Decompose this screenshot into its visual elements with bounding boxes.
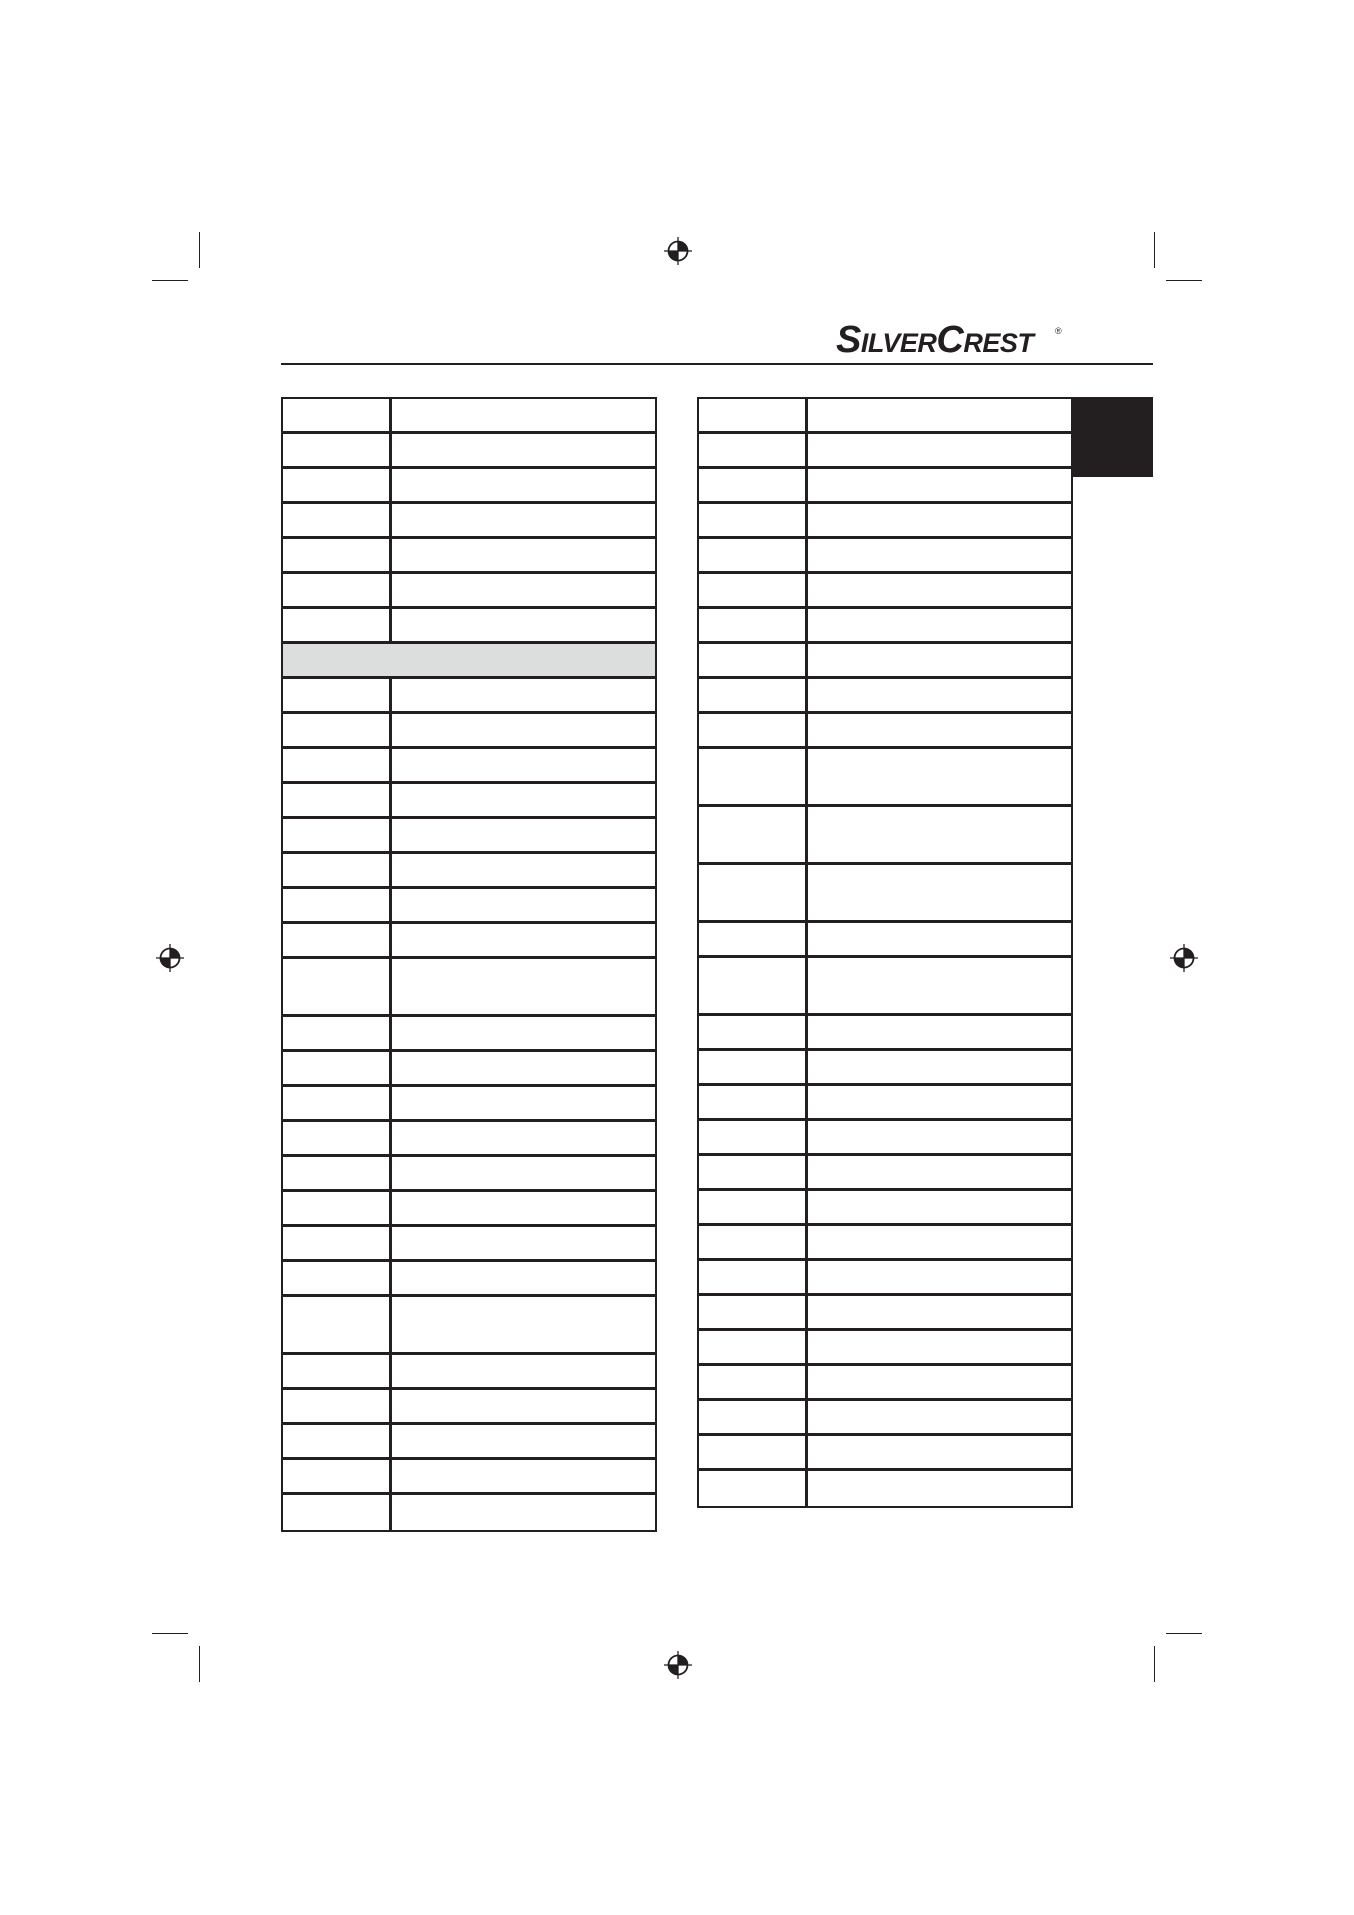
table-cell-key bbox=[283, 1122, 392, 1154]
table-row bbox=[283, 574, 655, 609]
table-cell-key bbox=[699, 1086, 808, 1118]
table-cell-value bbox=[392, 1157, 655, 1189]
table-cell-value bbox=[392, 1122, 655, 1154]
table-row bbox=[699, 1086, 1071, 1121]
table-cell-value bbox=[392, 1227, 655, 1259]
table-cell-key bbox=[283, 854, 392, 886]
crop-mark-top-left-horizontal bbox=[152, 280, 188, 281]
table-row bbox=[283, 469, 655, 504]
left-table bbox=[281, 397, 657, 1532]
table-cell-key bbox=[699, 1331, 808, 1363]
table-cell-value bbox=[392, 434, 655, 466]
table-row bbox=[283, 1262, 655, 1297]
table-row bbox=[283, 504, 655, 539]
svg-text:SILVERCREST: SILVERCREST bbox=[836, 319, 1034, 361]
table-row bbox=[699, 1191, 1071, 1226]
table-cell-value bbox=[392, 399, 655, 431]
table-cell-key bbox=[283, 574, 392, 606]
table-cell-value bbox=[392, 1355, 655, 1387]
table-cell-value bbox=[808, 1156, 1071, 1188]
table-cell-key bbox=[699, 923, 808, 955]
table-cell-value bbox=[392, 1390, 655, 1422]
table-cell-key bbox=[283, 784, 392, 816]
crop-mark-bottom-right-vertical bbox=[1154, 1646, 1155, 1682]
table-row bbox=[699, 469, 1071, 504]
table-row bbox=[699, 865, 1071, 923]
table-row bbox=[283, 539, 655, 574]
table-cell-key bbox=[699, 1191, 808, 1223]
table-cell-value bbox=[392, 749, 655, 781]
registration-mark-top bbox=[663, 236, 693, 266]
table-cell-key bbox=[283, 1390, 392, 1422]
table-cell-key bbox=[699, 679, 808, 711]
table-cell-value bbox=[808, 1121, 1071, 1153]
table-cell-value bbox=[808, 574, 1071, 606]
table-cell-key bbox=[699, 749, 808, 804]
table-row bbox=[283, 399, 655, 434]
table-cell-key bbox=[699, 1016, 808, 1048]
table-row bbox=[699, 609, 1071, 644]
table-row bbox=[283, 819, 655, 854]
table-row bbox=[699, 714, 1071, 749]
table-cell-value bbox=[808, 644, 1071, 676]
table-cell-key bbox=[283, 1262, 392, 1294]
table-cell-key bbox=[699, 865, 808, 920]
crosshair-registration-icon bbox=[1169, 943, 1199, 973]
crop-mark-bottom-right-horizontal bbox=[1166, 1633, 1202, 1634]
silvercrest-logo bbox=[836, 318, 1066, 360]
table-row bbox=[283, 679, 655, 714]
table-cell-value bbox=[392, 854, 655, 886]
table-row bbox=[699, 679, 1071, 714]
table-row bbox=[699, 749, 1071, 807]
table-cell-value bbox=[808, 469, 1071, 501]
table-row bbox=[699, 539, 1071, 574]
table-cell-value bbox=[808, 749, 1071, 804]
table-row bbox=[699, 1401, 1071, 1436]
table-cell-key bbox=[699, 644, 808, 676]
table-cell-value bbox=[392, 819, 655, 851]
registration-mark-left bbox=[155, 943, 185, 973]
table-row bbox=[283, 889, 655, 924]
table-row bbox=[283, 1460, 655, 1495]
table-cell-key bbox=[699, 1296, 808, 1328]
table-cell-value bbox=[392, 609, 655, 641]
table-cell-value bbox=[392, 679, 655, 711]
table-row bbox=[283, 1017, 655, 1052]
table-cell-value bbox=[808, 1296, 1071, 1328]
table-cell-value bbox=[392, 539, 655, 571]
table-cell-value bbox=[392, 889, 655, 921]
svg-text:®: ® bbox=[1055, 326, 1062, 336]
table-cell-value bbox=[392, 1017, 655, 1049]
table-row bbox=[283, 609, 655, 644]
table-cell-value bbox=[392, 1262, 655, 1294]
table-cell-value bbox=[808, 1226, 1071, 1258]
table-row bbox=[283, 784, 655, 819]
table-cell-value bbox=[808, 1401, 1071, 1433]
section-band-cell bbox=[283, 644, 655, 676]
table-cell-value bbox=[808, 1471, 1071, 1506]
table-cell-value bbox=[808, 923, 1071, 955]
table-cell-key bbox=[699, 1261, 808, 1293]
table-row bbox=[283, 1425, 655, 1460]
table-cell-value bbox=[392, 714, 655, 746]
table-cell-value bbox=[808, 807, 1071, 862]
table-cell-key bbox=[699, 1436, 808, 1468]
table-cell-value bbox=[808, 1436, 1071, 1468]
table-cell-key bbox=[699, 469, 808, 501]
table-cell-key bbox=[699, 574, 808, 606]
table-cell-key bbox=[283, 1087, 392, 1119]
table-cell-value bbox=[392, 1425, 655, 1457]
table-cell-key bbox=[699, 1121, 808, 1153]
header-rule bbox=[281, 363, 1153, 365]
table-cell-value bbox=[392, 959, 655, 1014]
table-cell-key bbox=[699, 399, 808, 431]
table-row bbox=[699, 1226, 1071, 1261]
table-row bbox=[699, 1296, 1071, 1331]
table-cell-key bbox=[699, 1156, 808, 1188]
table-cell-value bbox=[392, 1052, 655, 1084]
table-row bbox=[283, 1122, 655, 1157]
table-cell-value bbox=[808, 399, 1071, 431]
table-row bbox=[283, 1087, 655, 1122]
table-row bbox=[283, 1390, 655, 1425]
table-cell-value bbox=[808, 958, 1071, 1013]
table-row bbox=[699, 504, 1071, 539]
table-cell-key bbox=[283, 1157, 392, 1189]
table-cell-value bbox=[808, 1016, 1071, 1048]
table-row bbox=[699, 1121, 1071, 1156]
table-cell-key bbox=[283, 714, 392, 746]
right-table bbox=[697, 397, 1073, 1508]
table-cell-key bbox=[283, 959, 392, 1014]
table-row bbox=[283, 1052, 655, 1087]
crosshair-registration-icon bbox=[155, 943, 185, 973]
table-row bbox=[699, 958, 1071, 1016]
table-row bbox=[283, 1192, 655, 1227]
table-cell-value bbox=[808, 609, 1071, 641]
table-cell-value bbox=[808, 434, 1071, 466]
table-cell-value bbox=[392, 1192, 655, 1224]
table-cell-value bbox=[392, 1087, 655, 1119]
crosshair-registration-icon bbox=[663, 236, 693, 266]
table-cell-key bbox=[283, 1052, 392, 1084]
table-cell-key bbox=[283, 504, 392, 536]
table-cell-value bbox=[808, 679, 1071, 711]
table-row bbox=[699, 1156, 1071, 1191]
table-cell-key bbox=[283, 609, 392, 641]
table-cell-value bbox=[808, 865, 1071, 920]
table-cell-value bbox=[392, 924, 655, 956]
table-row bbox=[699, 1331, 1071, 1366]
table-row bbox=[283, 1227, 655, 1262]
table-row bbox=[699, 1471, 1071, 1506]
table-cell-value bbox=[392, 1495, 655, 1530]
table-row bbox=[699, 574, 1071, 609]
table-cell-value bbox=[808, 1261, 1071, 1293]
table-cell-value bbox=[392, 504, 655, 536]
section-band-row bbox=[283, 644, 655, 679]
table-cell-key bbox=[699, 504, 808, 536]
crop-mark-top-right-horizontal bbox=[1166, 280, 1202, 281]
table-row bbox=[699, 1436, 1071, 1471]
table-cell-key bbox=[283, 434, 392, 466]
table-cell-value bbox=[808, 539, 1071, 571]
table-row bbox=[699, 1366, 1071, 1401]
table-row bbox=[283, 1495, 655, 1530]
table-row bbox=[283, 1157, 655, 1192]
table-cell-key bbox=[283, 924, 392, 956]
table-cell-value bbox=[808, 1051, 1071, 1083]
table-cell-key bbox=[283, 889, 392, 921]
crop-mark-top-right-vertical bbox=[1154, 232, 1155, 268]
table-cell-key bbox=[699, 1366, 808, 1398]
table-row bbox=[283, 434, 655, 469]
table-cell-key bbox=[283, 1017, 392, 1049]
table-cell-key bbox=[699, 958, 808, 1013]
table-row bbox=[283, 1297, 655, 1355]
table-cell-key bbox=[283, 679, 392, 711]
table-row bbox=[283, 959, 655, 1017]
table-cell-key bbox=[699, 714, 808, 746]
table-cell-key bbox=[699, 1401, 808, 1433]
table-row bbox=[699, 1261, 1071, 1296]
table-row bbox=[699, 1016, 1071, 1051]
registration-mark-bottom bbox=[663, 1650, 693, 1680]
table-row bbox=[283, 749, 655, 784]
table-cell-key bbox=[283, 539, 392, 571]
table-row bbox=[283, 714, 655, 749]
table-row bbox=[699, 644, 1071, 679]
table-cell-key bbox=[699, 434, 808, 466]
table-cell-value bbox=[392, 784, 655, 816]
table-cell-key bbox=[283, 399, 392, 431]
table-cell-key bbox=[699, 609, 808, 641]
crop-mark-bottom-left-horizontal bbox=[152, 1633, 188, 1634]
table-cell-key bbox=[699, 1051, 808, 1083]
table-cell-key bbox=[283, 1297, 392, 1352]
table-cell-key bbox=[699, 807, 808, 862]
table-cell-key bbox=[283, 819, 392, 851]
table-cell-key bbox=[699, 1226, 808, 1258]
table-cell-key bbox=[283, 1495, 392, 1530]
table-cell-key bbox=[283, 1425, 392, 1457]
registration-mark-right bbox=[1169, 943, 1199, 973]
table-cell-value bbox=[392, 1297, 655, 1352]
crop-mark-top-left-vertical bbox=[199, 232, 200, 268]
table-row bbox=[283, 924, 655, 959]
table-cell-value bbox=[808, 714, 1071, 746]
table-cell-key bbox=[699, 1471, 808, 1506]
table-row bbox=[699, 399, 1071, 434]
table-row bbox=[699, 807, 1071, 865]
table-cell-key bbox=[283, 749, 392, 781]
table-cell-key bbox=[699, 539, 808, 571]
table-row bbox=[699, 434, 1071, 469]
table-cell-value bbox=[808, 1366, 1071, 1398]
table-cell-value bbox=[808, 1086, 1071, 1118]
table-cell-value bbox=[808, 1331, 1071, 1363]
table-cell-key bbox=[283, 1355, 392, 1387]
table-cell-key bbox=[283, 1192, 392, 1224]
table-cell-key bbox=[283, 469, 392, 501]
table-row bbox=[283, 854, 655, 889]
table-row bbox=[699, 923, 1071, 958]
table-cell-value bbox=[392, 1460, 655, 1492]
table-cell-value bbox=[392, 469, 655, 501]
crosshair-registration-icon bbox=[663, 1650, 693, 1680]
crop-mark-bottom-left-vertical bbox=[199, 1646, 200, 1682]
language-tab bbox=[1072, 397, 1153, 477]
table-cell-key bbox=[283, 1460, 392, 1492]
table-cell-value bbox=[808, 1191, 1071, 1223]
table-cell-value bbox=[808, 504, 1071, 536]
table-row bbox=[283, 1355, 655, 1390]
table-cell-key bbox=[283, 1227, 392, 1259]
table-cell-value bbox=[392, 574, 655, 606]
table-row bbox=[699, 1051, 1071, 1086]
